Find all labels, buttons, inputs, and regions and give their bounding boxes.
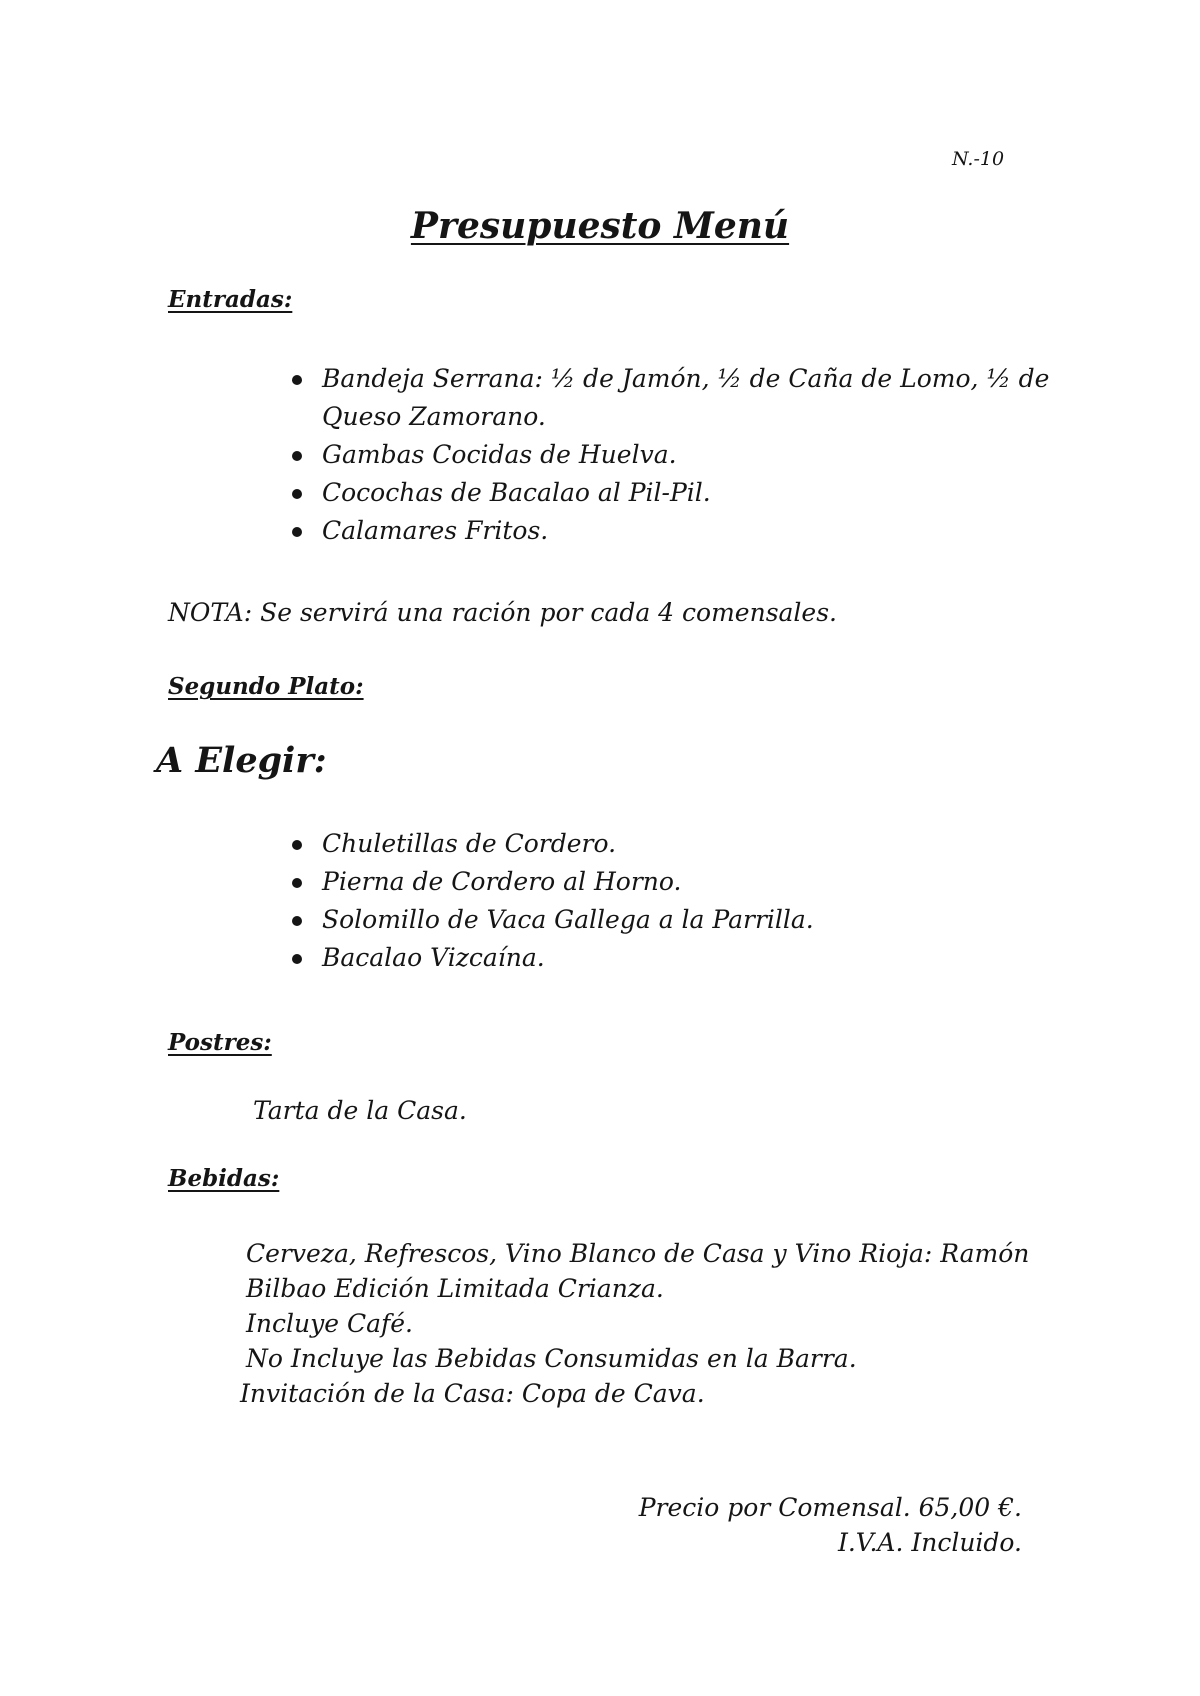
segundo-item-text: Chuletillas de Cordero. (322, 829, 617, 858)
segundo-plato-heading: Segundo Plato: (168, 673, 364, 700)
bebidas-line: Invitación de la Casa: Copa de Cava. (240, 1379, 705, 1408)
list-item (290, 436, 1050, 474)
entrada-item-continuation: Queso Zamorano. (322, 402, 546, 431)
list-item (290, 939, 1050, 977)
list-item (290, 863, 1050, 901)
postres-item: Tarta de la Casa. (253, 1096, 467, 1125)
list-item (290, 360, 1050, 436)
bebidas-line: No Incluye las Bebidas Consumidas en la Barra. (246, 1344, 857, 1373)
entradas-list (290, 360, 1050, 550)
entradas-heading: Entradas: (168, 286, 293, 313)
entrada-item-text: Gambas Cocidas de Huelva. (322, 440, 677, 469)
entrada-item-text: Calamares Fritos. (322, 516, 549, 545)
entrada-item-text: Bandeja Serrana: ½ de Jamón, ½ de Caña de Lomo, ½ de (322, 364, 1050, 393)
segundo-item-text: Solomillo de Vaca Gallega a la Parrilla. (322, 905, 814, 934)
a-elegir-heading: A Elegir: (156, 740, 327, 781)
list-item (290, 474, 1050, 512)
bebidas-line: Bilbao Edición Limitada Crianza. (246, 1274, 664, 1303)
segundo-item-text: Pierna de Cordero al Horno. (322, 867, 682, 896)
entrada-item-text: Cocochas de Bacalao al Pil-Pil. (322, 478, 711, 507)
list-item (290, 901, 1050, 939)
bebidas-line: Incluye Café. (246, 1309, 413, 1338)
price-per-guest: Precio por Comensal. 65,00 €. (638, 1493, 1022, 1522)
page-title: Presupuesto Menú (410, 205, 790, 247)
bebidas-block (240, 1236, 1030, 1411)
segundo-item-text: Bacalao Vizcaína. (322, 943, 545, 972)
list-item (290, 825, 1050, 863)
entradas-note: NOTA: Se servirá una ración por cada 4 comensales. (168, 598, 837, 627)
list-item (290, 512, 1050, 550)
bebidas-heading: Bebidas: (168, 1165, 280, 1192)
segundo-plato-list (290, 825, 1050, 977)
reference-number: N.-10 (952, 148, 1005, 170)
bebidas-line: Cerveza, Refrescos, Vino Blanco de Casa y Vino Rioja: Ramón (246, 1239, 1030, 1268)
price-block (639, 1490, 1022, 1560)
tax-included: I.V.A. Incluido. (837, 1528, 1022, 1557)
postres-heading: Postres: (168, 1029, 272, 1056)
